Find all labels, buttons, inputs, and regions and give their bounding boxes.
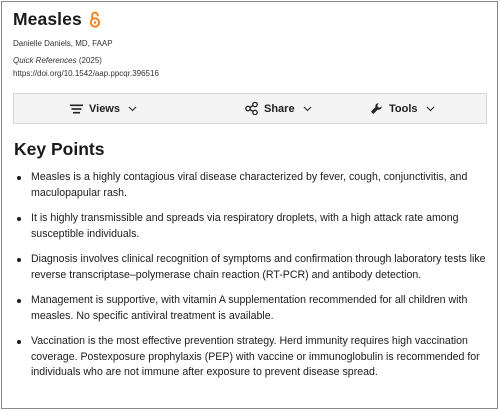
open-access-icon xyxy=(89,11,101,28)
tools-button[interactable] xyxy=(370,94,435,123)
views-button[interactable] xyxy=(70,94,137,123)
doi-link[interactable]: https://doi.org/10.1542/aap.ppcqr.396516 xyxy=(13,69,159,78)
title-row xyxy=(13,7,487,32)
key-point-text: Measles is a highly contagious viral disease characterized by fever, cough, conjunctivitis, and maculopapular rash. xyxy=(31,171,468,199)
bullet-icon xyxy=(17,176,21,180)
list-item xyxy=(16,293,486,324)
share-nodes-icon xyxy=(245,102,258,115)
key-point-text: Diagnosis involves clinical recognition of symptoms and confirmation through laboratory tests like reverse transcriptase–polymerase chain reaction (RT-PCR) and antibody detection. xyxy=(31,253,486,281)
list-item xyxy=(16,252,486,283)
chevron-down-icon xyxy=(128,106,137,112)
list-item xyxy=(16,334,486,381)
bullet-icon xyxy=(17,217,21,221)
bullet-icon xyxy=(17,299,21,303)
article-header xyxy=(13,7,487,78)
share-button[interactable] xyxy=(245,94,312,123)
bullet-icon xyxy=(17,340,21,344)
chevron-down-icon xyxy=(303,106,312,112)
views-label: Views xyxy=(89,102,120,115)
key-point-text: It is highly transmissible and spreads via respiratory droplets, with a high attack rate among susceptible individuals. xyxy=(31,212,459,240)
author-name: Danielle Daniels, MD, FAAP xyxy=(13,39,113,48)
menu-lines-icon xyxy=(70,104,83,114)
key-point-text: Management is supportive, with vitamin A supplementation recommended for all children with measles. No specific antiviral treatment is available. xyxy=(31,294,468,322)
article-page xyxy=(1,1,498,409)
tools-label: Tools xyxy=(389,102,418,115)
article-title: Measles xyxy=(13,9,82,29)
list-item xyxy=(16,211,486,242)
publication-year: (2025) xyxy=(78,56,102,65)
wrench-icon xyxy=(370,102,383,115)
key-points-heading: Key Points xyxy=(14,139,105,159)
key-point-text: Vaccination is the most effective prevention strategy. Herd immunity requires high vaccination coverage. Postexposure prophylaxis (PEP) with vaccine or immunoglobulin is recommended for individuals who are not immune after exposure to prevent disease spread. xyxy=(31,335,480,378)
list-item xyxy=(16,170,486,201)
share-label: Share xyxy=(264,102,295,115)
journal-name[interactable]: Quick References xyxy=(13,56,77,65)
key-points-list xyxy=(16,170,486,391)
article-toolbar xyxy=(13,93,487,124)
source-line xyxy=(13,56,487,65)
bullet-icon xyxy=(17,258,21,262)
chevron-down-icon xyxy=(426,106,435,112)
